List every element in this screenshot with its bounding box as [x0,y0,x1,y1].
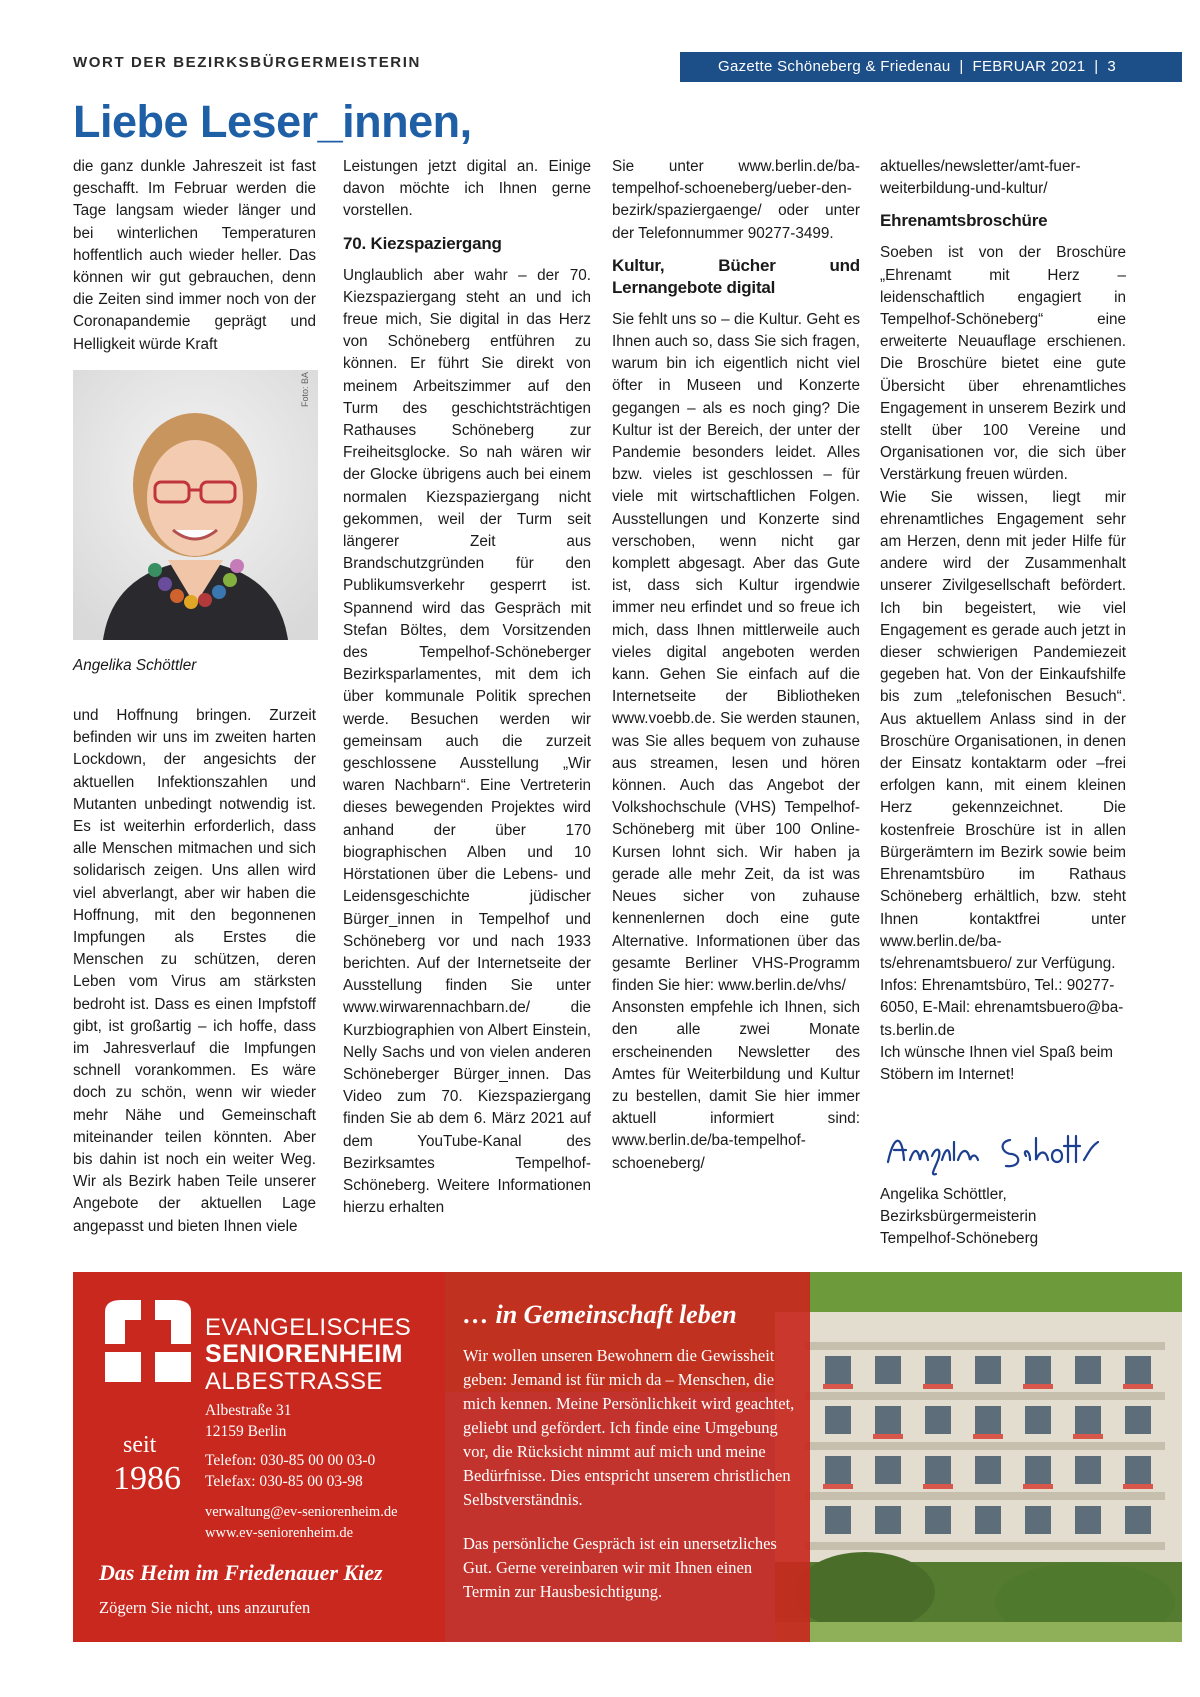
signature-name: Angelika Schöttler, [880,1186,1007,1203]
ad-brand-panel [73,1272,445,1642]
heading-kiezspaziergang: 70. Kiezspaziergang [343,233,502,253]
column-4-body-3: Infos: Ehrenamtsbüro, Tel.: 90277-6050, E-Mail: ehrenamtsbuero@ba-ts.berlin.de [880,977,1124,1039]
ad-title: … in Gemeinschaft leben [463,1300,737,1329]
ad-street: Albestraße 31 [205,1402,292,1419]
column-1-top-text: die ganz dunkle Jahreszeit ist fast geschafft. Im Februar werden die Tage langsam wieder länger und bei winterlichen Temperaturen hoffentlich auch wieder heller. Das können wir gut gebrauchen, denn die Zeiten sind immer noch von der Coronapandemie geprägt und Helligkeit würde Kraft [73,158,316,353]
column-4-body: Soeben ist von der Broschüre „Ehrenamt mit Herz – leidenschaftlich engagiert in Tempelhof-Schöneberg“ eine erweiterte Neuauflage erschienen. Die Broschüre bietet eine gute Übersicht über ehrenamtliches Engagement in unserem Bezirk und stellt über 100 Vereine und Organisationen vor, die sich über Verstärkung freuen würden. [880,244,1126,484]
column-2-body: Unglaublich aber wahr – der 70. Kiezspaziergang steht an und ich freue mich, Sie digital in das Herz von Schöneberg entführen zu können. Er führt Sie direkt von meinem Arbeitszimmer auf den Turm des geschichtsträchtigen Rathauses Schöneberg zur Freiheitsglocke. So nah wären wir der Glocke übrigens auch bei einem normalen Kiezspaziergang nicht gekommen, weil der Turm seit längerer Zeit aus Brandschutzgründen für den Publikumsverkehr gesperrt ist. Spannend wird das Gespräch mit Stefan Böltes, dem Vorsitzenden des Tempelhof-Schöneberger Bezirksparlamentes, mit dem ich über kommunale Politik sprechen werde. Besuchen werden wir gemeinsam auch die zurzeit geschlossene Ausstellung „Wir waren Nachbarn“. Eine Vertreterin dieses bewegenden Projektes wird anhand der über 170 biographischen Alben und 10 Hörstationen über die Lebens- und Leidensgeschichte jüdischer Bürger_innen in Tempelhof und Schöneberg vor und nach 1933 berichten. Auf der Internetseite der Ausstellung finden Sie unter www.wirwarennachbarn.de/ die Kurzbiographien von Albert Einstein, Nelly Sachs und von vielen anderen Schöneberger Bürger_innen. Das Video zum 70. Kiezspaziergang finden Sie ab dem 6. März 2021 auf dem YouTube-Kanal des Bezirksamtes Tempelhof-Schöneberg. Weitere Informationen hierzu erhalten [343,266,591,1217]
handwritten-signature [880,1120,1130,1180]
heading-kultur: Kultur, Bücher und Lernangebote digital [612,255,860,297]
column-4-intro: aktuelles/newsletter/amt-fuer-weiterbildung-und-kultur/ [880,158,1081,198]
column-3 [612,156,860,1175]
column-3-body-2: Ansonsten empfehle ich Ihnen, sich den alle zwei Monate erscheinenden Newsletter des Amtes für Weiterbildung und Kultur zu bestellen, damit Sie hier immer aktuell informiert sind: www.berlin.de/ba-tempelhof-schoeneberg/ [612,999,860,1172]
column-2 [343,156,591,1219]
photo-credit: Foto: BA [300,372,310,408]
ad-brand-line-2: SENIORENHEIM [205,1340,403,1368]
ad-paragraph-1: Wir wollen unseren Bewohnern die Gewissheit geben: Jemand ist für mich da – Menschen, die mich kennen. Meine Persönlichkeit wird geachtet, geliebt und gefördert. Ich finde eine Umgebung vor, die Rücksicht nimmt auf mich und meine Bedürfnisse. Dies entspricht unserem christlichen Selbstverständnis. [463,1346,795,1509]
ad-address [205,1400,292,1442]
column-4 [880,156,1126,1086]
ad-paragraph-2: Das persönliche Gespräch ist ein unersetzliches Gut. Gerne vereinbaren wir mit Ihnen einen Termin zur Hausbesichtigung. [463,1534,777,1601]
ad-seit: seit [123,1432,157,1458]
portrait-photo [73,370,318,640]
signature-district: Tempelhof-Schöneberg [880,1230,1039,1248]
ad-web [205,1502,398,1544]
heading-ehrenamtsbroschuere: Ehrenamtsbroschüre [880,211,1048,231]
ad-photo-panel [445,1272,1182,1642]
ad-brand-line-1: EVANGELISCHES [205,1314,412,1341]
page-headline: Liebe Leser_innen, [73,96,472,147]
ad-website: www.ev-seniorenheim.de [205,1525,354,1541]
seniorenheim-logo-icon [99,1294,197,1386]
column-4-body-2: Wie Sie wissen, liegt mir ehrenamtliches Engagement sehr am Herzen, denn mit jeder Hilfe für andere wird der Zusammenhalt unserer Zivilgesellschaft befördert. Ich bin begeistert, wie viel Engagement es gerade auch jetzt in dieser schwierigen Pandemiezeit gegeben hat. Von der Einkaufshilfe bis zum „telefonischen Besuch“. Aus aktuellem Anlass sind in der Broschüre Organisationen, in denen der Einsatz kontaktarm oder –frei erfolgen kann, mit einem kleinen Herz gekennzeichnet. Die kostenfreie Broschüre ist in allen Bürgerämtern im Bezirk sowie beim Ehrenamtsbüro im Rathaus Schöneberg erhältlich, bzw. steht Ihnen kontaktfrei unter www.berlin.de/ba- ts/ehrenamtsbuero/ zur Verfügung. [880,488,1126,972]
advertisement [73,1272,1182,1642]
ad-fax: Telefax: 030-85 00 03-98 [205,1473,363,1490]
column-2-intro: Leistungen jetzt digital an. Einige davon möchte ich Ihnen gerne vorstellen. [343,158,591,220]
ad-contact [205,1450,375,1492]
ad-city: 12159 Berlin [205,1423,287,1440]
ad-phone: Telefon: 030-85 00 00 03-0 [205,1452,376,1469]
column-3-body: Sie fehlt uns so – die Kultur. Geht es Ihnen auch so, dass Sie sich fragen, warum bin ich eigentlich nicht viel öfter in Museen und Konzerte gegangen – als es noch ging? Die Kultur ist der Bereich, der unter der Pandemie besonders leidet. Alles bzw. vieles ist geschlossen – für viele mit wirtschaftlichen Folgen. Ausstellungen und Konzerte sind verschoben, wenn nicht gar komplett abgesagt. Aber das Gute ist, dass sich Kultur irgendwie immer neu erfindet und so freue ich mich, dass Ihnen mittlerweile auch vieles digital angeboten werden kann. Gehen Sie einfach auf die Internetseite der Bibliotheken www.voebb.de. Sie werden staunen, was Sie alles bequem von zuhause aus streamen, lesen und hören können. Auch das Angebot der Volkshochschule (VHS) Tempelhof- Schöneberg mit über 100 Online-Kursen lohnt sich. Wir haben ja gerade alle mehr Zeit, da ist was Neues sicher von zuhause kennenlernen doch eine gute Alternative. Informationen über das gesamte Berliner VHS-Programm finden Sie hier: www.berlin.de/vhs/ [612,310,860,994]
portrait-illustration [73,370,318,640]
gazette-issue-label: Gazette Schöneberg & Friedenau | FEBRUAR 2021 | 3 [718,58,1117,75]
ad-brand-line-3: ALBESTRASSE [205,1368,383,1395]
column-1-bottom-text: und Hoffnung bringen. Zurzeit befinden wir uns im zweiten harten Lockdown, der angesichts der aktuellen Infektionszahlen und Mutanten unbedingt notwendig ist. Es ist weiterhin erforderlich, dass alle Menschen mitmachen und sich solidarisch zeigen. Uns allen wird viel abverlangt, aber wir haben die Hoffnung, mit den begonnenen Impfungen als Erstes die Menschen zu schützen, deren Leben vom Virus am stärksten bedroht ist. Dass es einen Impfstoff gibt, ist großartig – ich hoffe, dass im Jahresverlauf die Impfungen schnell vorankommen. Es wäre doch zu schön, wenn wir wieder mehr Nähe und Gemeinschaft miteinander teilen könnten. Aber bis dahin ist noch ein weiter Weg. Wir als Bezirk haben Teile unserer Angebote der aktuellen Lage angepasst und bieten Ihnen viele [73,707,316,1235]
ad-email: verwaltung@ev-seniorenheim.de [205,1504,398,1520]
signature-role: Bezirksbürgermeisterin [880,1208,1037,1226]
signature-block [880,1184,1038,1251]
gazette-header-bar [680,52,1182,82]
ad-year: 1986 [113,1460,181,1497]
ad-subline: Das Heim im Friedenauer Kiez [99,1560,383,1585]
column-3-intro: Sie unter www.berlin.de/ba-tempelhof-schoeneberg/ueber-den-bezirk/spaziergaenge/ oder unter der Telefonnummer 90277-3499. [612,158,860,242]
section-label: WORT DER BEZIRKSBÜRGERMEISTERIN [73,54,421,71]
ad-cta: Zögern Sie nicht, uns anzurufen [99,1598,311,1617]
column-4-body-4: Ich wünsche Ihnen viel Spaß beim Stöbern im Internet! [880,1043,1113,1083]
photo-caption: Angelika Schöttler [73,657,197,674]
